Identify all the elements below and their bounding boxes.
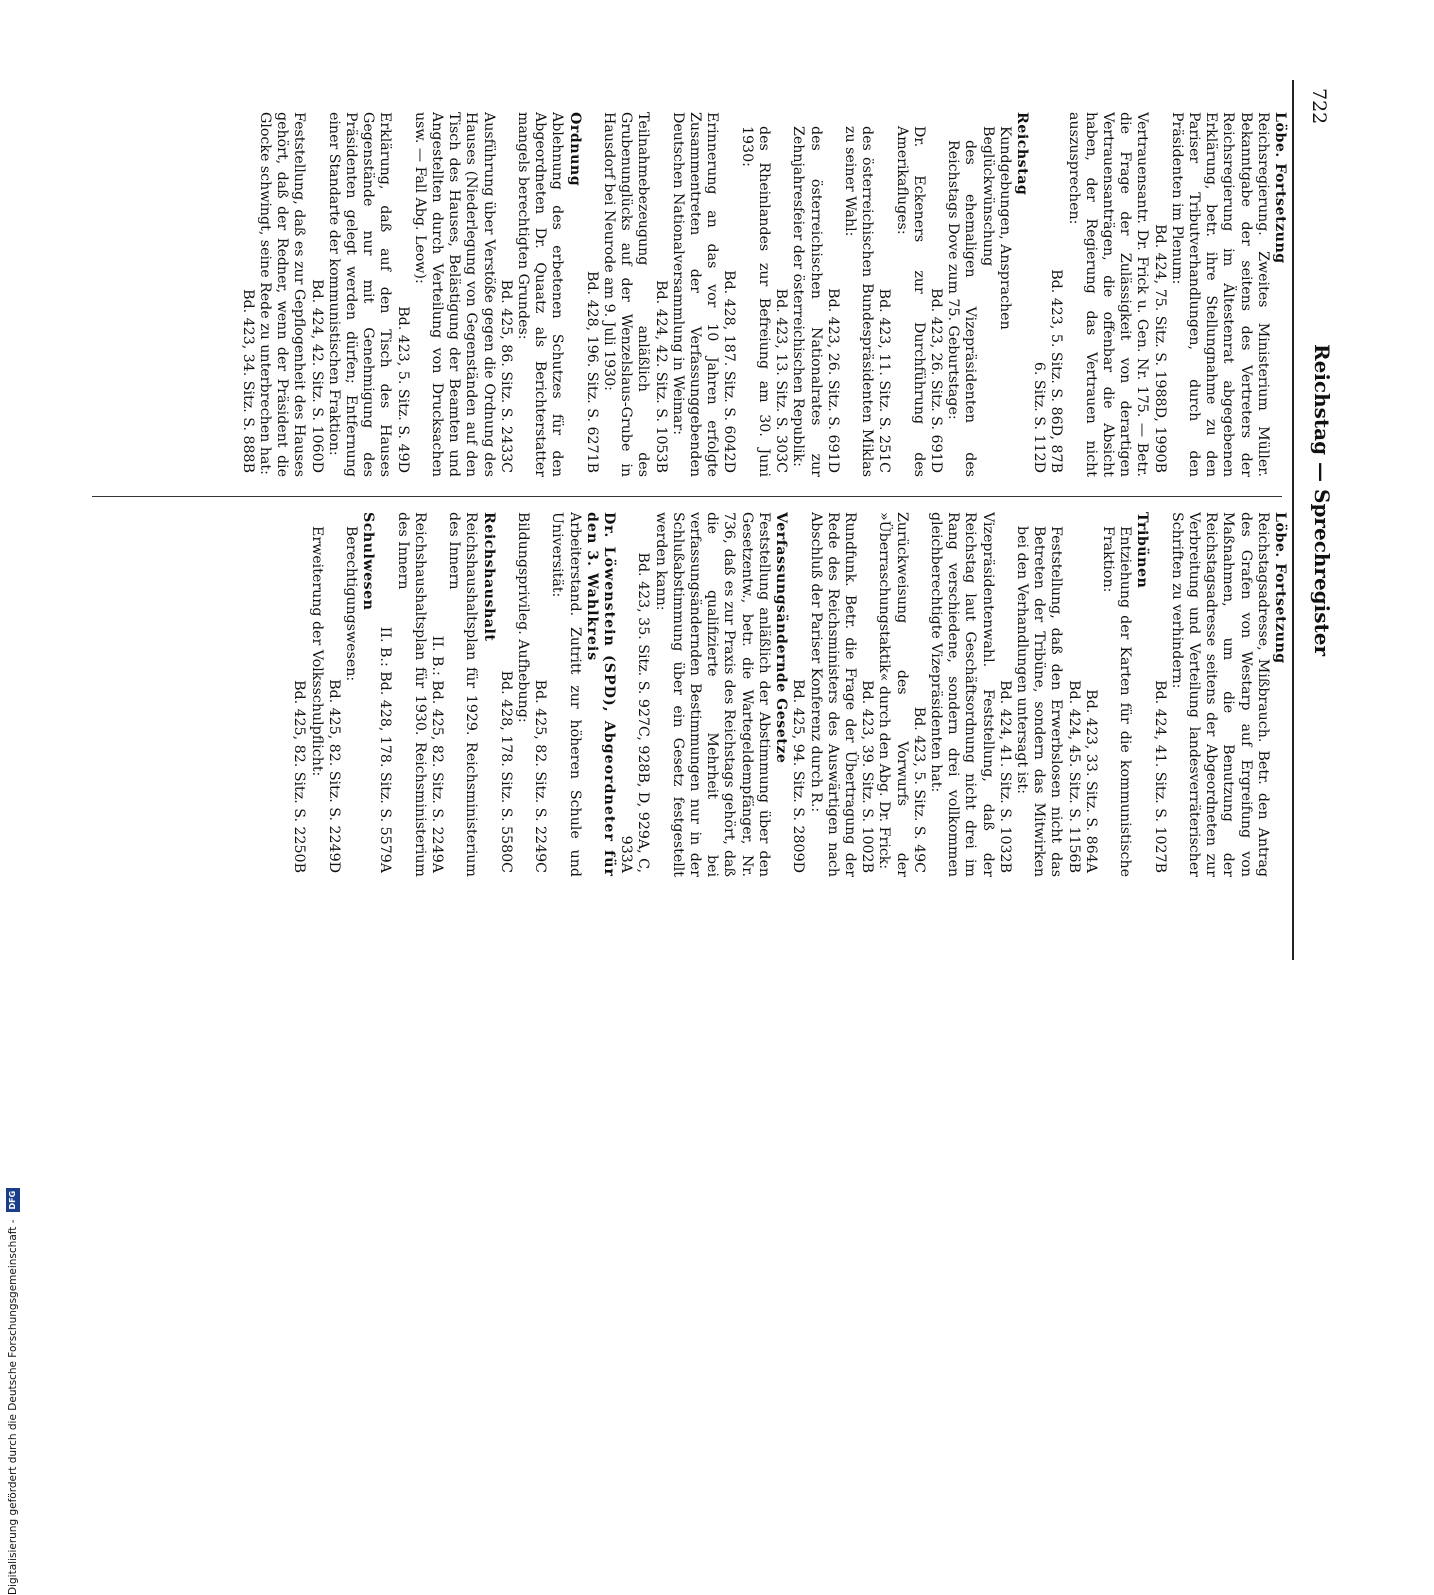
index-entry: Erweiterung der Volksschulpflicht: — [308, 526, 325, 777]
citation-reference: Bd. 425, 82. Sitz. S. 2249D — [325, 679, 342, 873]
index-entry: Rundfunk. Betr. die Frage der Übertragung der Rede des Reichsministers des Auswärtigen nach Abschluß der Pariser Konferenz durch R.: — [807, 512, 858, 877]
index-entry: Reichshaushaltsplan für 1930. Reichsministerium des Innern — [394, 512, 428, 877]
citation-reference: Bd. 423, 11. Sitz. S. 251C — [876, 288, 893, 473]
header-rule — [1292, 80, 1294, 960]
footer-text: Digitalisierung gefördert durch die Deutsche Forschungsgemeinschaft - — [7, 1219, 19, 1595]
index-entry: Erklärung, daß auf den Tisch des Hauses Gegenstände nur mit Genehmigung des Präsidenten gelegt werden dürfen; Entfernung einer Standarte der kommunistischen Fraktion: — [325, 112, 394, 477]
citation-reference: Bd. 425, 86. Sitz. S. 2433C — [497, 279, 514, 473]
index-entry: Vertrauensantr. Dr. Frick u. Gen. Nr. 175. — Betr. die Frage der Zulässigkeit von derartigen Vertrauensanträgen, die offenbar die Absicht haben, der Regierung das Vertrauen nicht auszusprechen: — [1065, 112, 1151, 477]
citation-reference: Bd. 423, 39. Sitz. S. 1002B — [859, 680, 876, 873]
citation-reference: II. B.: Bd. 425, 82. Sitz. S. 2249A — [429, 635, 446, 873]
index-heading: Verfassungsändernde Gesetze — [773, 512, 790, 764]
index-entry: Berechtigungswesen: — [343, 526, 360, 682]
index-heading: Ordnung — [566, 112, 583, 187]
index-heading: Tribünen — [1134, 512, 1151, 589]
index-entry: des österreichischen Bundespräsidenten Miklas zu seiner Wahl: — [841, 126, 876, 477]
index-heading: Löbe. Fortsetzung — [1272, 112, 1288, 264]
index-entry: Ablehnung des erbetenen Schutzes für den Abgeordneten Dr. Quaatz als Berichterstatter mangels berechtigten Grundes: — [515, 112, 566, 477]
citation-reference: Bd. 423, 5. Sitz. S. 49D — [394, 306, 411, 473]
index-heading: Löbe. Fortsetzung — [1272, 512, 1288, 664]
index-entry: Bildungsprivileg. Aufhebung: — [515, 512, 532, 723]
index-heading: Reichshaushalt — [480, 512, 497, 642]
citation-reference: Bd. 423, 34. Sitz. S. 888B — [239, 289, 256, 473]
index-entry: Erinnerung an das vor 10 Jahren erfolgte Zusammentreten der Verfassunggebenden Deutschen Nationalversammlung in Weimar: — [669, 112, 721, 477]
index-heading: Schulwesen — [360, 512, 377, 611]
index-entry: Entziehung der Karten für die kommunistische Fraktion: — [1099, 526, 1134, 877]
footer-credit — [2, 1190, 24, 1595]
index-entry: Feststellung, daß den Erwerbslosen nicht das Betreten der Tribüne, sondern das Mitwirken bei den Verhandlungen untersagt ist: — [1013, 526, 1065, 877]
index-entry: Beglückwünschung — [979, 126, 996, 267]
left-column — [88, 112, 1288, 477]
index-entry: des österreichischen Nationalrates zur Zehnjahresfeier der österreichischen Republik: — [790, 126, 824, 477]
citation-reference: Bd. 423, 33. Sitz. S. 864A — [1082, 689, 1099, 873]
citation-reference: Bd. 424, 42. Sitz. S. 1053B — [652, 280, 669, 473]
citation-reference: Bd. 425, 82. Sitz. S. 2249C — [532, 679, 549, 873]
citation-reference: Bd. 424, 75. Sitz. S. 1988D, 1990B — [1151, 224, 1168, 473]
page-number: 722 — [1308, 88, 1330, 125]
index-entry: des Rheinlandes zur Befreiung am 30. Juni 1930: — [738, 126, 772, 477]
index-heading: Dr. Löwenstein (SPD), Abgeordneter für den 3. Wahlkreis — [583, 512, 618, 877]
column-divider — [92, 496, 1282, 497]
citation-reference: Bd. 424, 41. Sitz. S. 1032B — [996, 680, 1013, 873]
citation-reference: 6. Sitz. S. 112D — [1031, 361, 1048, 473]
index-entry: Feststellung, daß es zur Gepflogenheit des Hauses gehört, daß der Redner, wenn der Präsident die Glocke schwingt, seine Rede zu unterbrechen hat: — [257, 112, 308, 477]
citation-reference: Bd. 428, 178. Sitz. S. 5580C — [497, 670, 514, 873]
citation-reference: Bd. 423, 13. Sitz. S. 303C — [773, 288, 790, 473]
index-entry: Zurückweisung des Vorwurfs der »Überraschungstaktik« durch den Abg. Dr. Frick: — [876, 512, 910, 877]
citation-reference: Bd. 423, 35. Sitz. S. 927C, 928B, D, 929A, C, 933A — [618, 552, 652, 873]
right-column — [88, 512, 1288, 877]
index-entry: Vizepräsidentenwahl. Feststellung, daß der Reichstag laut Geschäftsordnung nicht drei im Rang verschiedene, sondern drei vollkommen gleichberechtigte Vizepräsidenten hat: — [927, 512, 996, 877]
index-entry: Feststellung anläßlich der Abstimmung über den Gesetzentw., betr. die Wartegeldempfänger, Nr. 736, daß es zur Praxis des Reichstags gehört, daß die qualifizierte Mehrheit bei verfassungsändernden Bestimmungen nur in der Schlußabstimmung über ein Gesetz festgestellt werden kann: — [652, 512, 772, 877]
citation-reference: Bd. 425, 82. Sitz. S. 2250B — [291, 680, 308, 873]
citation-reference: Bd. 424, 41. Sitz. S. 1027B — [1151, 680, 1168, 873]
index-heading: Reichstag — [1013, 112, 1030, 196]
index-entry: Dr. Eckeners zur Durchführung des Amerikafluges: — [893, 126, 927, 477]
index-entry: Teilnahmebezeugung anläßlich des Grubenunglücks auf der Wenzelslaus-Grube in Hausdorf bei Neurode am 9. Juli 1930: — [601, 112, 652, 477]
citation-reference: Bd. 424, 45. Sitz. S. 1156B — [1065, 680, 1082, 873]
dfg-logo: DFG — [6, 1188, 20, 1212]
index-entry: Reichshaushaltsplan für 1929. Reichsministerium des Innern — [446, 512, 480, 877]
citation-reference: Bd. 423, 5. Sitz. S. 49C — [910, 706, 927, 873]
citation-reference: II. B.: Bd. 428, 178. Sitz. S. 5579A — [377, 626, 394, 873]
index-entry: Ausführung über Verstöße gegen die Ordnung des Hauses (Niederlegung von Gegenständen auf den Tisch des Hauses, Belästigung der Beamten und Angestellten durch Verteilung von Drucksachen usw. — Fall Abg. Leow): — [411, 112, 497, 477]
citation-reference: Bd. 425, 94. Sitz. S. 2809D — [790, 679, 807, 873]
index-entry: Reichstagsadresse, Mißbrauch. Betr. den Antrag des Grafen von Westarp auf Ergreifung von Maßnahmen, um die Benutzung der Reichstagsadresse seitens der Abgeordneten zur Verbreitung und Verteilung landesverräterischer Schriften zu verhindern: — [1168, 512, 1271, 877]
citation-reference: Bd. 423, 26. Sitz. S. 691D — [927, 288, 944, 473]
citation-reference: Bd. 428, 196. Sitz. S. 6271B — [583, 271, 600, 473]
index-entry: Kundgebungen, Ansprachen — [996, 126, 1013, 330]
index-entry: Reichsregierung. Zweites Ministerium Müller. Bekanntgabe der seitens des Vertreters der Reichsregierung im Ältestenrat abgegebenen Erklärung, betr. ihre Stellungnahme zu den Pariser Tributverhandlungen, durch den Präsidenten im Plenum: — [1168, 112, 1271, 477]
citation-reference: Bd. 423, 5. Sitz. S. 86D, 87B — [1048, 269, 1065, 473]
citation-reference: Bd. 428, 187. Sitz. S. 6042D — [721, 270, 738, 473]
running-head: Reichstag — Sprechregister — [1310, 343, 1334, 657]
index-entry: des ehemaligen Vizepräsidenten des Reichstags Dove zum 75. Geburtstage: — [945, 140, 979, 477]
citation-reference: Bd. 423, 26. Sitz. S. 691D — [824, 288, 841, 473]
citation-reference: Bd. 424, 42. Sitz. S. 1060D — [308, 279, 325, 473]
index-entry: Arbeiterstand. Zutritt zur höheren Schule und Universität: — [549, 512, 583, 877]
